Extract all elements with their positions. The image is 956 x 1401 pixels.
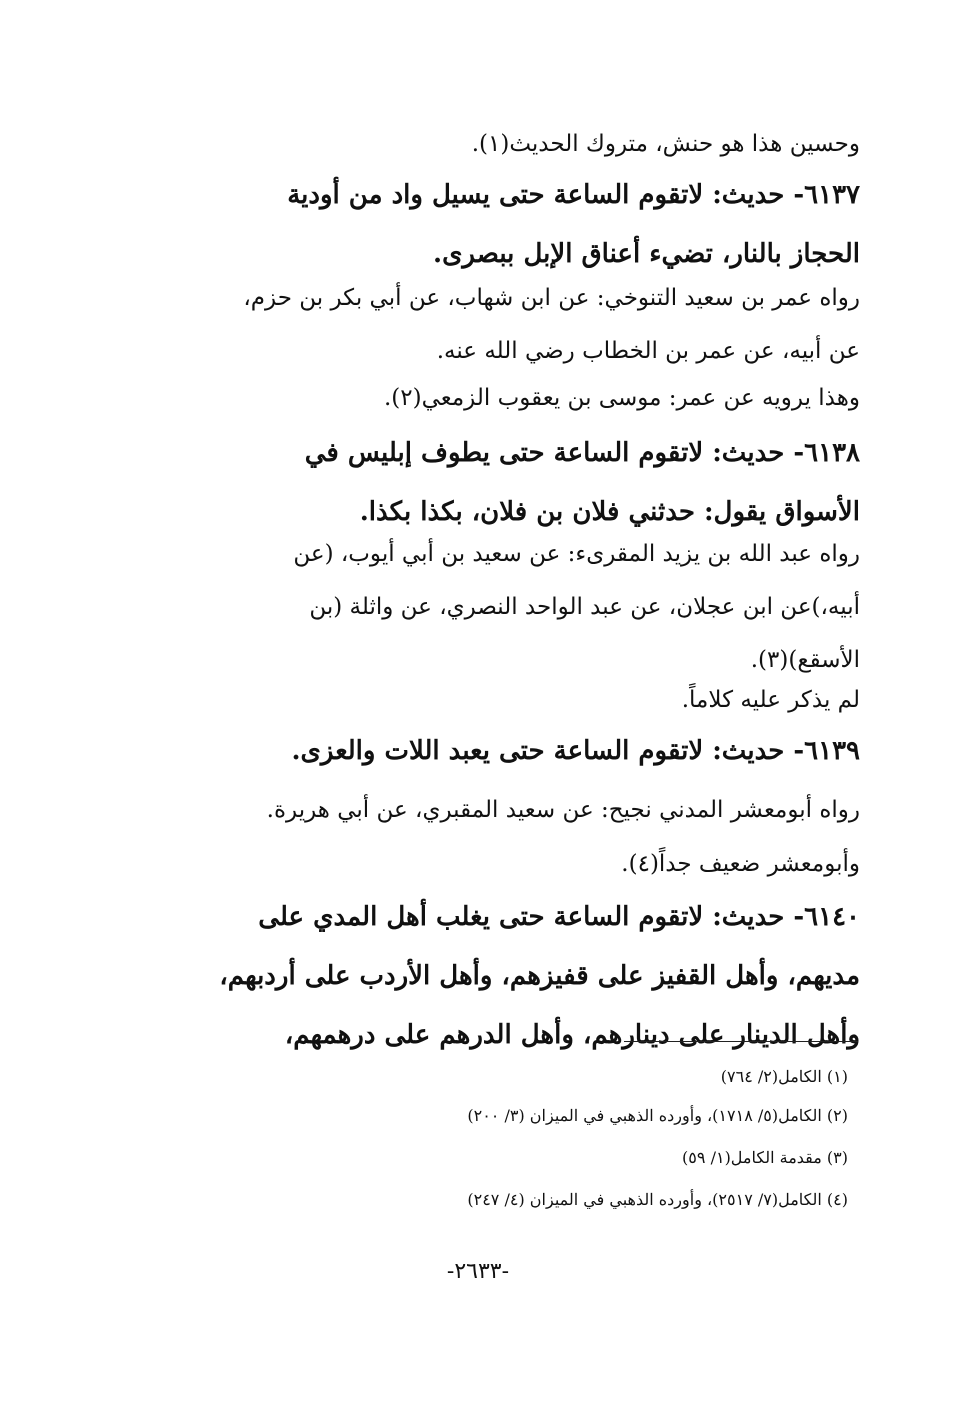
paragraph-narration-6137: رواه عمر بن سعيد التنوخي: عن ابن شهاب، عن أبي بكر بن حزم، عن أبيه، عن عمر بن الخطاب رضي الله عنه. (243, 285, 860, 364)
footnote-divider (624, 1041, 858, 1042)
hadith-heading-6140: ٦١٤٠- حديث: لاتقوم الساعة حتى يغلب أهل المدي على مديهم، وأهل القفيز على قفيزهم، وأهل الأردب على أردبهم، وأهل الدينار على دينارهم، وأهل الدرهم على درهمهم، (219, 902, 860, 1050)
paragraph-comment-6138: لم يذكر عليه كلاماً. (681, 687, 860, 713)
footnote-1: (١) الكامل(٢/ ٧٦٤) (720, 1067, 848, 1086)
hadith-heading-6138: ٦١٣٨- حديث: لاتقوم الساعة حتى يطوف إبليس في الأسواق يقول: حدثني فلان بن فلان، بكذا بكذا. (304, 438, 860, 527)
footnote-2: (٢) الكامل(٥/ ١٧١٨)، وأورده الذهبي في الميزان (٣/ ٢٠٠) (467, 1106, 848, 1125)
footnote-3: (٣) مقدمة الكامل(١/ ٥٩) (682, 1148, 848, 1167)
hadith-heading-6137: ٦١٣٧- حديث: لاتقوم الساعة حتى يسيل واد من أودية الحجاز بالنار، تضيء أعناق الإبل ببصرى. (287, 180, 860, 269)
hadith-heading-6139: ٦١٣٩- حديث: لاتقوم الساعة حتى يعبد اللات والعزى. (291, 736, 860, 766)
paragraph-narrator-note-6137: وهذا يرويه عن عمر: موسى بن يعقوب الزمعي(٢). (383, 385, 860, 411)
paragraph-hussein-note: وحسين هذا هو حنش، متروك الحديث(١). (471, 131, 860, 157)
paragraph-narration-6138: رواه عبد الله بن يزيد المقرىء: عن سعيد بن أبي أيوب، (عن أبيه،)عن ابن عجلان، عن عبد الواحد النصري، عن واثلة (بن الأسقع)(٣). (293, 541, 860, 673)
footnote-4: (٤) الكامل(٧/ ٢٥١٧)، وأورده الذهبي في الميزان (٤/ ٢٤٧) (467, 1190, 848, 1209)
paragraph-comment-6139: وأبومعشر ضعيف جداً(٤). (621, 851, 860, 877)
page-number: -٢٦٣٣- (446, 1259, 510, 1284)
paragraph-narration-6139: رواه أبومعشر المدني نجيح: عن سعيد المقبري، عن أبي هريرة. (266, 797, 860, 823)
